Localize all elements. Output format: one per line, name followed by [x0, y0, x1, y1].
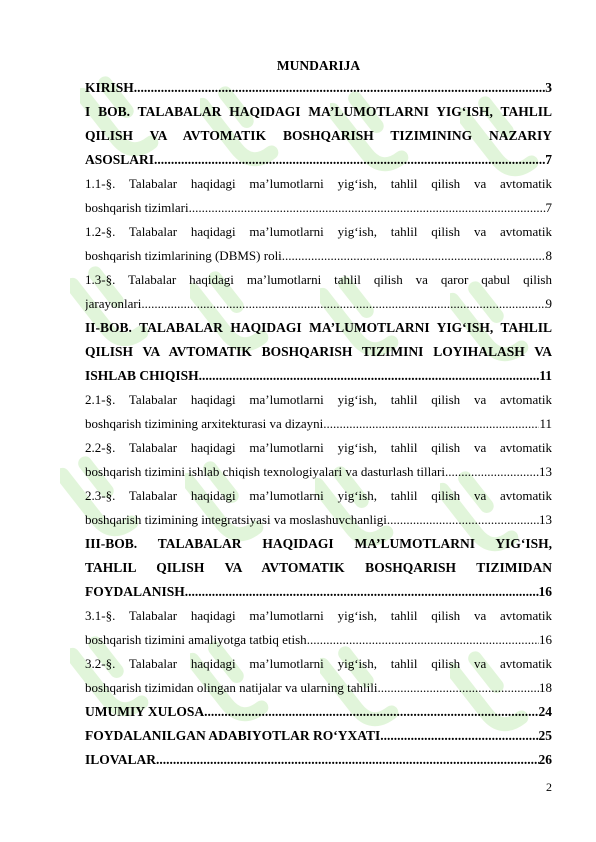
dot-leader: [199, 364, 540, 388]
toc-entry-label: boshqarish tizimining arxitekturasi va dizayni: [85, 416, 324, 431]
toc-entry-line: 3.2-§. Talabalar haqidagi ma’lumotlarni yig‘ish, tahlil qilish va avtomatik: [85, 656, 552, 671]
toc-entry-line: 1.2-§. Talabalar haqidagi ma’lumotlarni yig‘ish, tahlil qilish va avtomatik: [85, 224, 552, 239]
toc-entry[interactable]: [85, 220, 552, 268]
toc-entry[interactable]: [85, 316, 552, 388]
toc-entry-page: 9: [545, 296, 552, 311]
toc-entry-label: boshqarish tizimining integratsiyasi va moslashuvchanligi: [85, 512, 387, 527]
toc-entry[interactable]: [85, 100, 552, 172]
toc-entry-row: [85, 724, 552, 748]
dot-leader: [156, 748, 538, 772]
dot-leader: [204, 700, 538, 724]
dot-leader: [189, 196, 546, 220]
toc-entry-line: 1.1-§. Talabalar haqidagi ma’lumotlarni yig‘ish, tahlil qilish va avtomatik: [85, 176, 552, 191]
page-number: 2: [546, 780, 552, 794]
toc-entry[interactable]: [85, 532, 552, 604]
dot-leader: [141, 292, 545, 316]
toc-entry-page: 8: [545, 248, 552, 263]
toc-entry-row: [85, 244, 552, 268]
toc-entry-label: boshqarish tizimlarining (DBMS) roli: [85, 248, 282, 263]
toc-title: MUNDARIJA: [276, 58, 361, 73]
toc-entry-row: [85, 700, 552, 724]
toc-entry-label: KIRISH: [85, 80, 134, 95]
dot-leader: [380, 724, 538, 748]
toc-entry-page: 13: [539, 512, 552, 527]
toc-entry[interactable]: [85, 724, 552, 748]
toc-entry-label: boshqarish tizimlari: [85, 200, 189, 215]
toc-entry-label: ILOVALAR: [85, 752, 157, 767]
toc-entry-line: 1.3-§. Talabalar haqidagi ma’lumotlarni tahlil qilish va qaror qabul qilish: [85, 272, 552, 287]
toc-entry-row: [85, 76, 552, 100]
toc-entry-line: 2.3-§. Talabalar haqidagi ma’lumotlarni yig‘ish, tahlil qilish va avtomatik: [85, 488, 552, 503]
toc-entry-line: QILISH VA AVTOMATIK BOSHQARISH TIZIMINI LOYIHALASH VA: [85, 344, 552, 359]
toc-entry-label: ISHLAB CHIQISH: [85, 368, 199, 383]
toc-entry-row: [85, 676, 552, 700]
toc-entry-page: 26: [538, 752, 552, 767]
toc-entry-label: ASOSLARI: [85, 152, 155, 167]
toc-entry-page: 25: [538, 728, 552, 743]
toc-entry[interactable]: [85, 388, 552, 436]
toc-entry-row: [85, 460, 552, 484]
toc-entry[interactable]: [85, 652, 552, 700]
toc-entry[interactable]: [85, 604, 552, 652]
dot-leader: [377, 676, 539, 700]
toc-entry[interactable]: [85, 748, 552, 772]
toc-entry-row: [85, 292, 552, 316]
toc-entry-page: 7: [545, 200, 552, 215]
toc-entry-page: 24: [538, 704, 552, 719]
toc-entry-label: jarayonlari: [85, 296, 142, 311]
table-of-contents: [85, 56, 552, 772]
toc-entry-line: 3.1-§. Talabalar haqidagi ma’lumotlarni yig‘ish, tahlil qilish va avtomatik: [85, 608, 552, 623]
toc-entry-row: [85, 412, 552, 436]
toc-entries: [85, 76, 552, 772]
toc-entry-line: QILISH VA AVTOMATIK BOSHQARISH TIZIMINING NAZARIY: [85, 128, 552, 143]
dot-leader: [323, 412, 539, 436]
toc-entry-label: boshqarish tizimini ishlab chiqish texnologiyalari va dasturlash tillari: [85, 464, 445, 479]
toc-entry-page: 7: [545, 152, 552, 167]
toc-entry[interactable]: [85, 76, 552, 100]
toc-entry[interactable]: [85, 700, 552, 724]
toc-entry-page: 3: [545, 80, 552, 95]
toc-entry-label: UMUMIY XULOSA: [85, 704, 205, 719]
dot-leader: [387, 508, 539, 532]
toc-entry-line: TAHLIL QILISH VA AVTOMATIK BOSHQARISH TIZIMIDAN: [85, 560, 552, 575]
toc-entry-page: 16: [539, 632, 552, 647]
toc-entry-row: [85, 580, 552, 604]
toc-entry-row: [85, 628, 552, 652]
toc-entry-page: 16: [538, 584, 552, 599]
toc-entry-label: FOYDALANILGAN ADABIYOTLAR RO‘YXATI: [85, 728, 381, 743]
toc-entry[interactable]: [85, 268, 552, 316]
toc-entry-line: 2.2-§. Talabalar haqidagi ma’lumotlarni yig‘ish, tahlil qilish va avtomatik: [85, 440, 552, 455]
toc-entry[interactable]: [85, 172, 552, 220]
toc-entry-page: 11: [539, 416, 552, 431]
toc-entry-line: II-BOB. TALABALAR HAQIDAGI MA’LUMOTLARNI YIG‘ISH, TAHLIL: [85, 320, 552, 335]
dot-leader: [282, 244, 546, 268]
toc-entry-line: I BOB. TALABALAR HAQIDAGI MA’LUMOTLARNI YIG‘ISH, TAHLIL: [85, 104, 552, 119]
toc-entry-row: [85, 148, 552, 172]
toc-entry-page: 11: [539, 368, 552, 383]
toc-entry-page: 18: [539, 680, 552, 695]
toc-entry[interactable]: [85, 436, 552, 484]
toc-entry-row: [85, 196, 552, 220]
dot-leader: [307, 628, 539, 652]
toc-entry-row: [85, 364, 552, 388]
dot-leader: [185, 580, 539, 604]
toc-entry-label: boshqarish tizimini amaliyotga tatbiq etish: [85, 632, 307, 647]
toc-entry-row: [85, 748, 552, 772]
dot-leader: [134, 76, 545, 100]
toc-entry-label: boshqarish tizimidan olingan natijalar va ularning tahlili: [85, 680, 378, 695]
toc-entry[interactable]: [85, 484, 552, 532]
toc-entry-label: FOYDALANISH: [85, 584, 185, 599]
toc-entry-row: [85, 508, 552, 532]
dot-leader: [445, 460, 539, 484]
toc-entry-line: 2.1-§. Talabalar haqidagi ma’lumotlarni yig‘ish, tahlil qilish va avtomatik: [85, 392, 552, 407]
toc-entry-page: 13: [539, 464, 552, 479]
toc-entry-line: III-BOB. TALABALAR HAQIDAGI MA’LUMOTLARNI YIG‘ISH,: [85, 536, 552, 551]
dot-leader: [154, 148, 545, 172]
